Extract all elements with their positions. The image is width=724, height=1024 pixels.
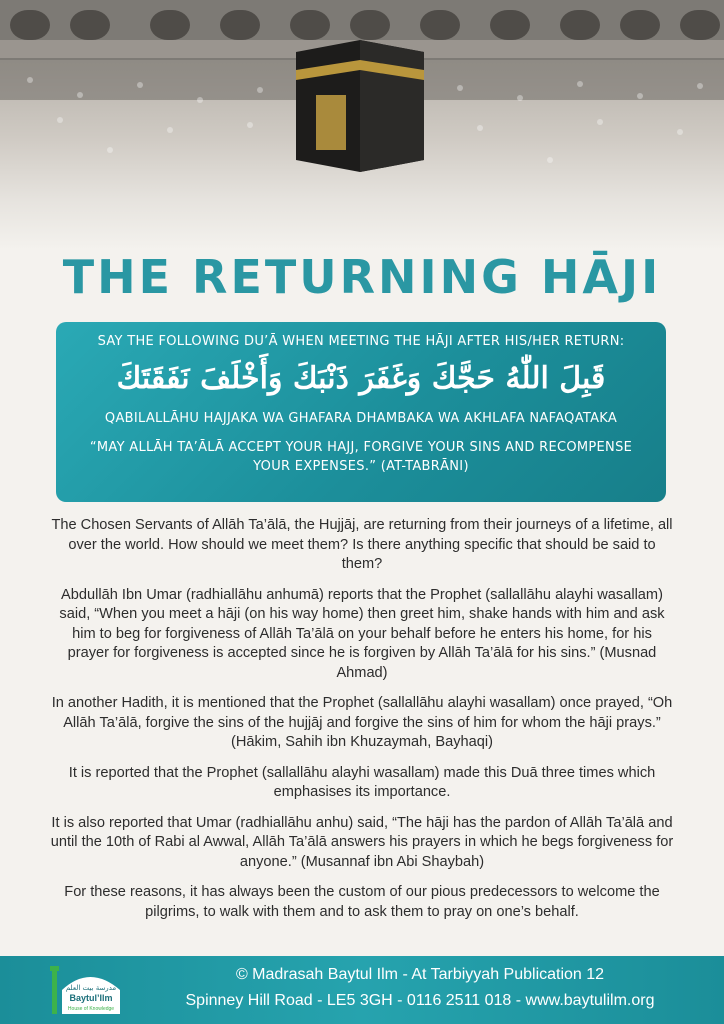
footer-copyright: © Madrasah Baytul Ilm - At Tarbiyyah Publication 12 — [235, 966, 605, 983]
paragraph: The Chosen Servants of Allāh Ta’ālā, the Hujjāj, are returning from their journeys of a lifetime, all over the world. How should we meet them? Is there anything specific that should be said to them? — [51, 517, 673, 572]
kaaba-crowd-illustration — [0, 0, 724, 250]
paragraph: In another Hadith, it is mentioned that the Prophet (sallallāhu alayhi wasallam) once prayed, “Oh Allāh Ta’ālā, forgive the sins of the hujjāj and forgive the sins of him for whom the hāji prays.” (Hākim, Sahih ibn Khuzaymah, Bayhaqi) — [51, 695, 673, 750]
baytul-ilm-logo — [50, 964, 130, 1018]
logo-tagline: House of Knowledge — [67, 1006, 115, 1012]
dua-instruction: SAY THE FOLLOWING DU’Ā WHEN MEETING THE HĀJI AFTER HIS/HER RETURN: — [97, 334, 625, 349]
logo-name: Baytul’Ilm — [69, 993, 113, 1003]
article-body — [50, 516, 674, 933]
footer — [0, 956, 724, 1024]
footer-contact: Spinney Hill Road - LE5 3GH - 0116 2511 018 - www.baytulilm.org — [185, 992, 655, 1009]
dua-arabic: قَبِلَ اللّٰهُ حَجَّكَ وَغَفَرَ ذَنْبَكَ وَأَخْلَفَ نَفَقَتَكَ — [116, 361, 606, 396]
dua-box — [56, 322, 666, 502]
dua-transliteration: QABILALLĀHU HAJJAKA WA GHAFARA DHAMBAKA WA AKHLAFA NAFAQATAKA — [104, 411, 618, 426]
logo-arabic: مدرسة بيت العلم — [65, 984, 117, 992]
kaaba-icon — [296, 40, 424, 172]
paragraph: It is also reported that Umar (radhiallāhu anhu) said, “The hāji has the pardon of Allāh Ta’ālā and until the 10th of Rabi al Awwal, Allāh Ta’ālā answers his prayers in which he begs forgiveness for anyone.” (Musannaf ibn Abi Shaybah) — [50, 814, 674, 870]
paragraph: For these reasons, it has always been the custom of our pious predecessors to welcome the pilgrims, to walk with them and to ask them to pray on one’s behalf. — [64, 884, 660, 920]
hero-image — [0, 0, 724, 250]
paragraph: Abdullāh Ibn Umar (radhiallāhu anhumā) reports that the Prophet (sallallāhu alayhi wasallam) said, “When you meet a hāji (on his way home) then greet him, shake hands with him and ask him to beg for forgiveness of Allāh Ta’ālā on your behalf before he enters his home, for his prayer for forgiveness is accepted since he is forgiven by Allāh Ta’ālā for his sins.” (Musnad Ahmad) — [59, 586, 665, 681]
dua-translation: “MAY ALLĀH TA’ĀLĀ ACCEPT YOUR HAJJ, FORGIVE YOUR SINS AND RECOMPENSE YOUR EXPENSES.” (AT-TABRĀNI) — [89, 440, 633, 474]
paragraph: It is reported that the Prophet (sallallāhu alayhi wasallam) made this Duā three times which emphasises its importance. — [68, 764, 656, 800]
page-title: THE RETURNING HĀJI — [62, 250, 662, 304]
